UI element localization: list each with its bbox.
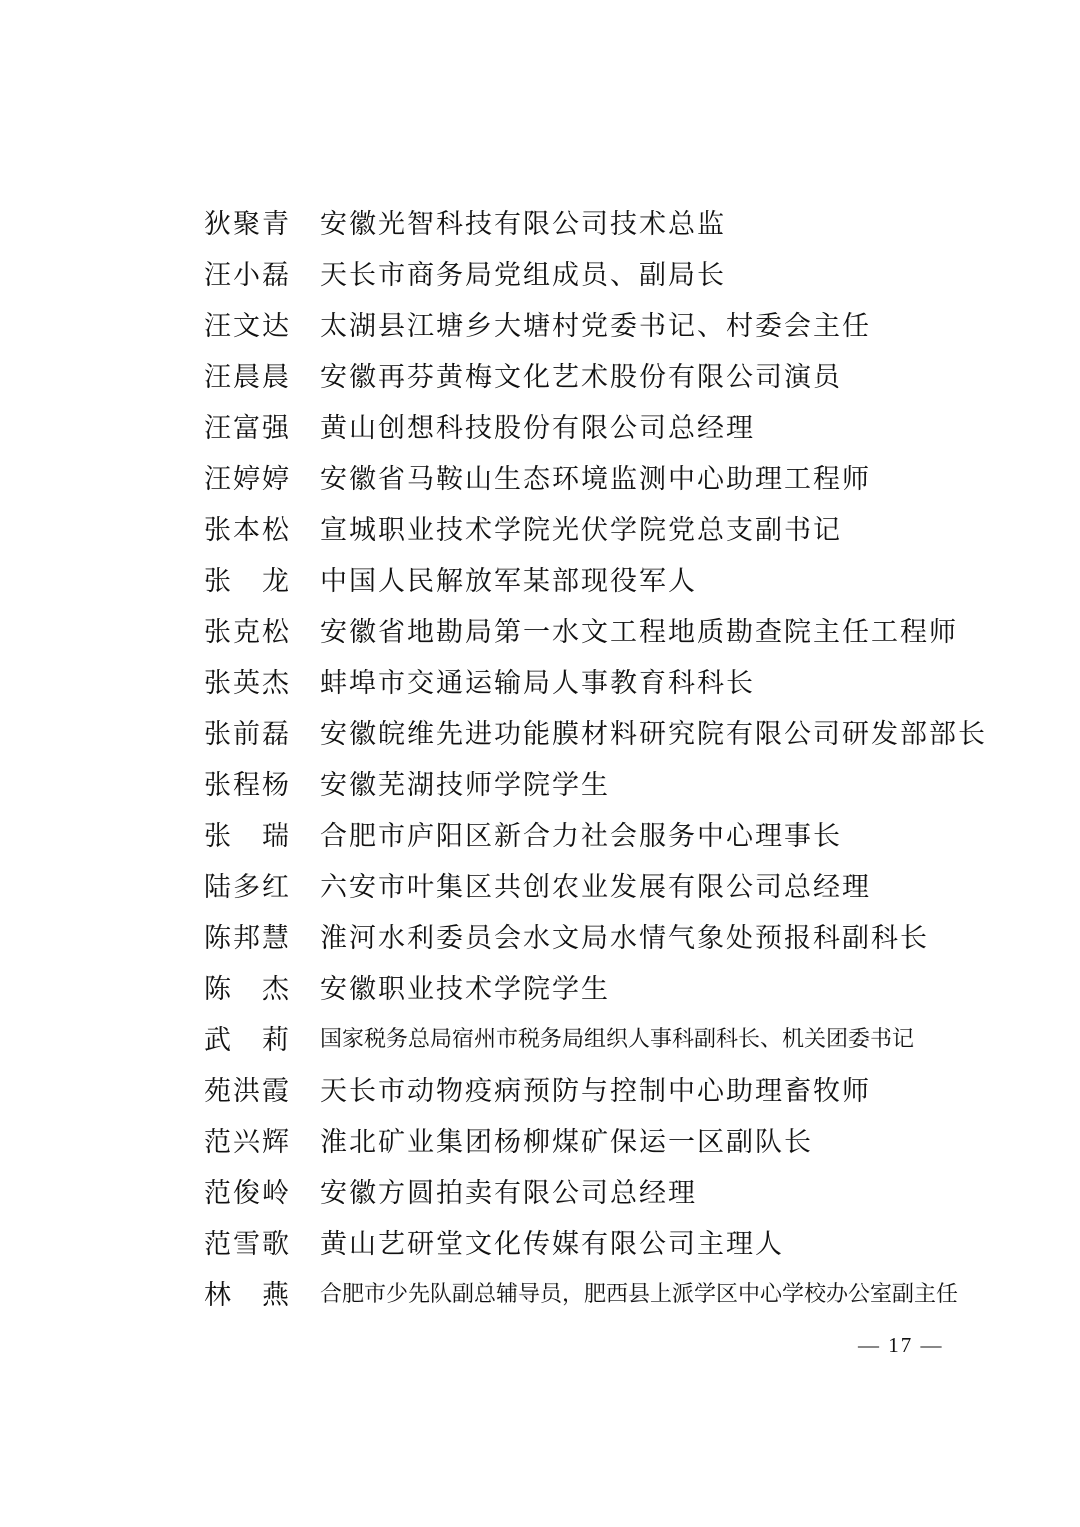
person-title: 合肥市庐阳区新合力社会服务中心理事长 [320, 821, 842, 852]
list-item [204, 1216, 964, 1267]
person-name: 汪婷婷 [204, 464, 291, 495]
person-title: 六安市叶集区共创农业发展有限公司总经理 [320, 872, 871, 903]
person-title: 安徽光智科技有限公司技术总监 [320, 209, 726, 240]
page-number: — 17 — [858, 1333, 944, 1357]
list-item [204, 604, 964, 655]
list-item [204, 859, 964, 910]
person-title: 天长市动物疫病预防与控制中心助理畜牧师 [320, 1076, 871, 1107]
person-title: 蚌埠市交通运输局人事教育科科长 [320, 668, 755, 699]
list-item [204, 553, 964, 604]
list-item [204, 1267, 964, 1318]
list-item [204, 298, 964, 349]
honoree-list [204, 196, 987, 1318]
person-title: 安徽职业技术学院学生 [320, 974, 610, 1005]
person-title: 淮北矿业集团杨柳煤矿保运一区副队长 [320, 1127, 813, 1158]
person-name: 汪文达 [204, 311, 291, 342]
list-item [204, 808, 964, 859]
person-name: 张本松 [204, 515, 291, 546]
person-title: 安徽方圆拍卖有限公司总经理 [320, 1178, 697, 1209]
list-item [204, 247, 964, 298]
person-name: 范俊岭 [204, 1178, 291, 1209]
person-name: 范雪歌 [204, 1229, 291, 1260]
person-title: 黄山创想科技股份有限公司总经理 [320, 413, 755, 444]
person-title: 淮河水利委员会水文局水情气象处预报科副科长 [320, 923, 929, 954]
person-title: 安徽省地勘局第一水文工程地质勘查院主任工程师 [320, 617, 958, 648]
person-title: 太湖县江塘乡大塘村党委书记、村委会主任 [320, 311, 871, 342]
list-item [204, 910, 964, 961]
person-title: 安徽省马鞍山生态环境监测中心助理工程师 [320, 464, 871, 495]
list-item [204, 196, 964, 247]
person-name: 汪晨晨 [204, 362, 291, 393]
person-name: 武 莉 [204, 1025, 291, 1056]
person-name: 张前磊 [204, 719, 291, 750]
person-name: 苑洪霞 [204, 1076, 291, 1107]
list-item [204, 1165, 964, 1216]
person-name: 张程杨 [204, 770, 291, 801]
list-item [204, 502, 964, 553]
list-item [204, 400, 964, 451]
person-title: 天长市商务局党组成员、副局长 [320, 260, 726, 291]
list-item [204, 1012, 964, 1063]
person-title: 安徽再芬黄梅文化艺术股份有限公司演员 [320, 362, 842, 393]
list-item [204, 706, 987, 757]
list-item [204, 655, 964, 706]
person-title: 合肥市少先队副总辅导员，肥西县上派学区中心学校办公室副主任 [320, 1282, 959, 1307]
list-item [204, 1063, 964, 1114]
person-title: 安徽芜湖技师学院学生 [320, 770, 610, 801]
person-name: 陈邦慧 [204, 923, 291, 954]
person-name: 张 龙 [204, 566, 291, 597]
person-name: 张 瑞 [204, 821, 291, 852]
person-name: 张英杰 [204, 668, 291, 699]
list-item [204, 757, 964, 808]
person-name: 范兴辉 [204, 1127, 291, 1158]
person-title: 黄山艺研堂文化传媒有限公司主理人 [320, 1229, 784, 1260]
person-name: 狄聚青 [204, 209, 291, 240]
person-title: 安徽皖维先进功能膜材料研究院有限公司研发部部长 [320, 719, 987, 750]
list-item [204, 451, 964, 502]
person-name: 汪小磊 [204, 260, 291, 291]
list-item [204, 349, 964, 400]
person-name: 陈 杰 [204, 974, 291, 1005]
person-title: 宣城职业技术学院光伏学院党总支副书记 [320, 515, 842, 546]
person-name: 陆多红 [204, 872, 291, 903]
list-item [204, 961, 964, 1012]
person-name: 林 燕 [204, 1280, 291, 1311]
list-item [204, 1114, 964, 1165]
person-name: 汪富强 [204, 413, 291, 444]
person-title: 中国人民解放军某部现役军人 [320, 566, 697, 597]
person-title: 国家税务总局宿州市税务局组织人事科副科长、机关团委书记 [320, 1027, 915, 1052]
person-name: 张克松 [204, 617, 291, 648]
